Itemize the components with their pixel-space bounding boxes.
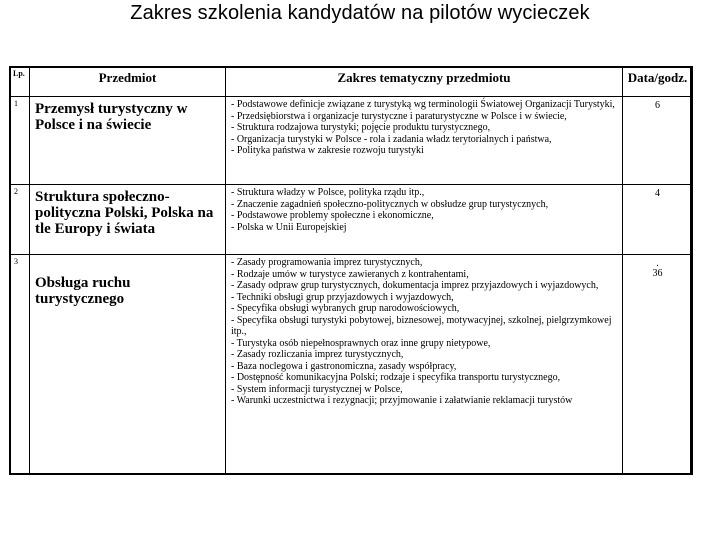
- row-hours: 6: [623, 97, 693, 185]
- scope-line: - Dostępność komunikacyjna Polski; rodzaje i specyfika transportu turystycznego,: [231, 372, 561, 383]
- row-hours: . 36: [623, 255, 693, 475]
- scope-line: - Rodzaje umów w turystyce zawieranych z kontrahentami,: [231, 268, 469, 280]
- header-hours: Data/godz.: [623, 67, 693, 97]
- scope-line: - Zasady odpraw grup turystycznych, dokumentacja imprez przyjazdowych i wyjazdowych,: [231, 280, 599, 291]
- scope-line: - System informacji turystycznej w Polsce,: [231, 383, 403, 395]
- header-subject: Przedmiot: [30, 67, 226, 97]
- scope-line: - Podstawowe problemy społeczne i ekonomiczne,: [231, 210, 434, 221]
- scope-line: - Specyfika obsługi turystyki pobytowej, biznesowej, motywacyjnej, szkolnej, pielgrzymkowej itp.,: [231, 314, 614, 337]
- row-lp: 2: [10, 185, 30, 255]
- table-outer-border: [9, 66, 692, 475]
- row-lp: 1: [10, 97, 30, 185]
- scope-line: - Polityka państwa w zakresie rozwoju turystyki: [231, 145, 424, 156]
- scope-line: - Przedsiębiorstwa i organizacje turystyczne i paraturystyczne w Polsce i w świecie,: [231, 110, 567, 122]
- scope-line: - Polska w Unii Europejskiej: [231, 221, 347, 233]
- row-subject: Przemysł turystyczny w Polsce i na świecie: [30, 97, 226, 185]
- row-lp: 3: [10, 255, 30, 475]
- scope-line: - Techniki obsługi grup przyjazdowych i wyjazdowych,: [231, 291, 454, 303]
- scope-line: - Turystyka osób niepełnosprawnych oraz inne grupy nietypowe,: [231, 337, 491, 349]
- scope-line: - Struktura rodzajowa turystyki; pojęcie produktu turystycznego,: [231, 122, 491, 133]
- row-subject: Struktura społeczno-polityczna Polski, Polska na tle Europy i świata: [30, 185, 226, 255]
- scope-line: - Baza noclegowa i gastronomiczna, zasady współpracy,: [231, 360, 457, 372]
- scope-line: - Zasady programowania imprez turystycznych,: [231, 257, 423, 268]
- scope-line: - Specyfika obsługi wybranych grup narodowościowych,: [231, 303, 460, 314]
- scope-line: - Struktura władzy w Polsce, polityka rządu itp.,: [231, 187, 425, 198]
- scope-line: - Zasady rozliczania imprez turystycznych,: [231, 349, 404, 360]
- scope-line: - Organizacja turystyki w Polsce - rola i zadania władz terytorialnych i państwa,: [231, 133, 552, 145]
- row-subject: Obsługa ruchu turystycznego: [30, 255, 226, 475]
- header-lp: Lp.: [10, 67, 30, 97]
- scope-line: - Podstawowe definicje związane z turystyką wg terminologii Światowej Organizacji Turystyki,: [231, 99, 615, 110]
- page-title: Zakres szkolenia kandydatów na pilotów wycieczek: [130, 2, 590, 24]
- header-scope: Zakres tematyczny przedmiotu: [226, 67, 623, 97]
- scope-line: - Znaczenie zagadnień społeczno-politycznych w obsłudze grup turystycznych,: [231, 198, 549, 210]
- row-hours: 4: [623, 185, 693, 255]
- scope-line: - Warunki uczestnictwa i rezygnacji; przyjmowanie i załatwianie reklamacji turystów: [231, 395, 573, 406]
